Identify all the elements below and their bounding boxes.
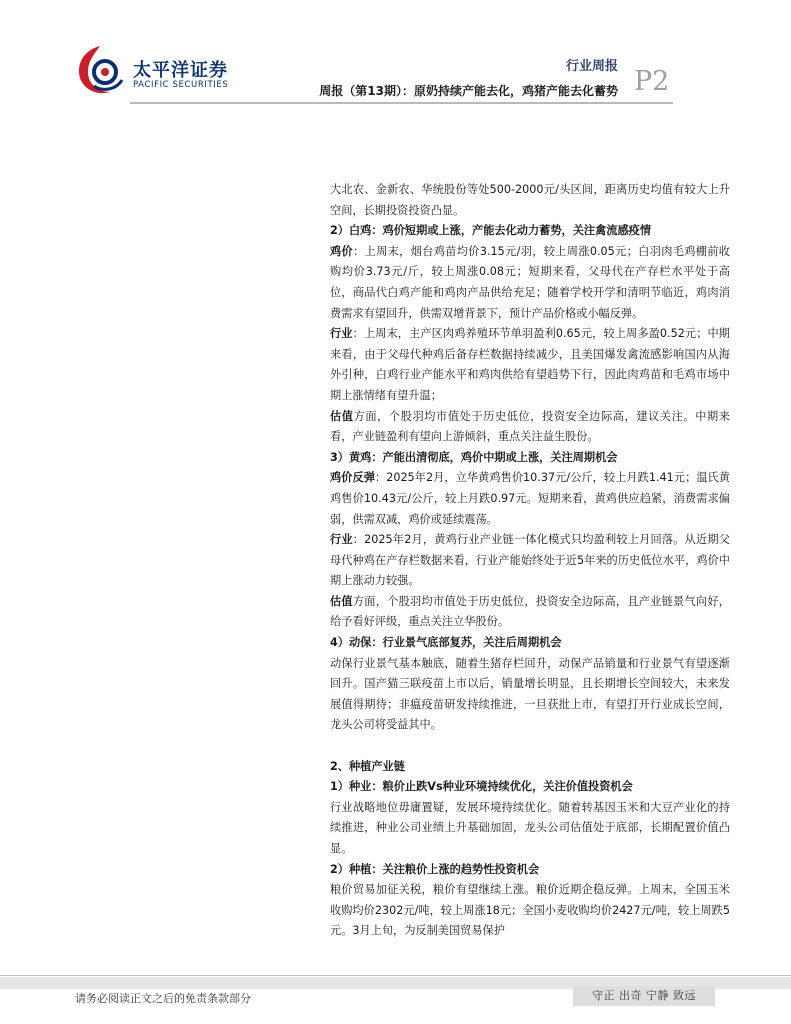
- brand-name-en: PACIFIC SECURITIES: [133, 80, 229, 90]
- text-valuation: 方面，个股羽均市值处于历史低位，投资安全边际高，建议关注。中期来看，产业链盈利有望向上游倾斜，重点关注益生股份。: [330, 409, 730, 444]
- label-price-rebound: 鸡价反弹: [330, 471, 375, 485]
- label-industry: 行业: [330, 533, 353, 547]
- text-industry: ：2025年2月，黄鸡行业产业链一体化模式只均盈利较上月回落。从近期父母代种鸡在产存栏数据来看，行业产能始终处于近5年来的历史低位水平，鸡价中期上涨动力较强。: [330, 533, 730, 588]
- paragraph-white-chicken-valuation: [330, 407, 730, 448]
- paragraph-animal-health: 动保行业景气基本触底，随着生猪存栏回升，动保产品销量和行业景气有望逐渐回升。国产猫三联疫苗上市以后，销量增长明显，且长期增长空间较大，未来发展值得期待；非瘟疫苗研发持续推进，一旦获批上市，有望打开行业成长空间，龙头公司将受益其中。: [330, 656, 730, 732]
- label-price: 鸡价: [330, 244, 354, 258]
- text-industry: ：上周末，主产区肉鸡养殖环节单羽盈利0.65元，较上周多盈0.52元；中期来看，由于父母代种鸡后备存栏数据持续减少，且美国爆发禽流感影响国内从海外引种，白鸡行业产能水平和鸡肉供给有望趋势下行，因此肉鸡苗和毛鸡市场中期上涨情绪有望升温；: [330, 327, 730, 402]
- paragraph-yellow-chicken-valuation: [330, 592, 730, 633]
- header-divider: [130, 102, 673, 104]
- spacer: [330, 736, 730, 757]
- footer-divider: [0, 975, 791, 976]
- brand-name-cn: 太平洋证券: [133, 60, 228, 81]
- paragraph-white-chicken-price: [330, 242, 730, 324]
- paragraph-yellow-chicken-price: [330, 468, 730, 530]
- paragraph-crop: 粮价贸易加征关税，粮价有望继续上涨。粮价近期企稳反弹。上周末，全国玉米收购均价2302元/吨，较上周涨18元；全国小麦收购均价2427元/吨，较上周跌5元。3月上旬，为反制美国贸易保护: [330, 883, 730, 938]
- footer-motto: 守正 出奇 宁静 致远: [573, 986, 715, 1006]
- paragraph-seed: 行业战略地位毋庸置疑，发展环境持续优化。随着转基因玉米和大豆产业化的持续推进，种业公司业绩上升基础加固，龙头公司估值处于底部，长期配置价值凸显。: [330, 800, 730, 855]
- report-title: 周报（第13期）：原奶持续产能去化，鸡猪产能去化蓄势: [319, 84, 618, 98]
- section-heading-white-chicken: 2）白鸡：鸡价短期或上涨，产能去化动力蓄势，关注禽流感疫情: [330, 224, 652, 238]
- paragraph-white-chicken-industry: [330, 324, 730, 406]
- footer-disclaimer: 请务必阅读正文之后的免责条款部分: [75, 992, 251, 1005]
- paragraph: 大北农、金新农、华统股份等处500-2000元/头区间，距离历史均值有较大上升空间，长期投资投资凸显。: [330, 183, 730, 217]
- report-body: [330, 180, 730, 942]
- page-number: P2: [634, 66, 670, 97]
- label-valuation: 估值: [330, 409, 354, 423]
- section-heading-planting-chain: 2、种植产业链: [330, 759, 405, 773]
- text-price: ：上周末，烟台鸡苗均价3.15元/羽，较上周涨0.05元；白羽肉毛鸡棚前收购均价3.73元/斤，较上周涨0.08元；短期来看，父母代在产存栏水平处于高位，商品代白鸡产能和鸡肉产品供给充足；随着学校开学和清明节临近，鸡肉消费需求有望回升，供需双增背景下，预计产品价格或小幅反弹。: [330, 244, 730, 320]
- text-valuation: 方面，个股羽均市值处于历史低位，投资安全边际高，且产业链景气向好，给予看好评级，重点关注立华股份。: [330, 594, 730, 629]
- section-heading-seed: 1）种业：粮价止跌Vs种业环境持续优化，关注价值投资机会: [330, 780, 633, 794]
- section-heading-crop: 2）种植：关注粮价上涨的趋势性投资机会: [330, 862, 540, 876]
- label-industry: 行业: [330, 327, 353, 341]
- report-type: 行业周报: [565, 59, 618, 74]
- paragraph-yellow-chicken-industry: [330, 530, 730, 592]
- section-heading-animal-health: 4）动保：行业景气底部复苏，关注后周期机会: [330, 636, 562, 650]
- text-price: ：2025年2月，立华黄鸡售价10.37元/公斤，较上月跌1.41元；温氏黄鸡售价10.43元/公斤，较上月跌0.97元。短期来看，黄鸡供应趋紧，消费需求偏弱，供需双减，鸡价或延续震荡。: [330, 471, 730, 526]
- section-heading-yellow-chicken: 3）黄鸡：产能出清彻底，鸡价中期或上涨，关注周期机会: [330, 450, 618, 464]
- pacific-securities-logo-icon: [72, 42, 128, 98]
- label-valuation: 估值: [330, 594, 353, 608]
